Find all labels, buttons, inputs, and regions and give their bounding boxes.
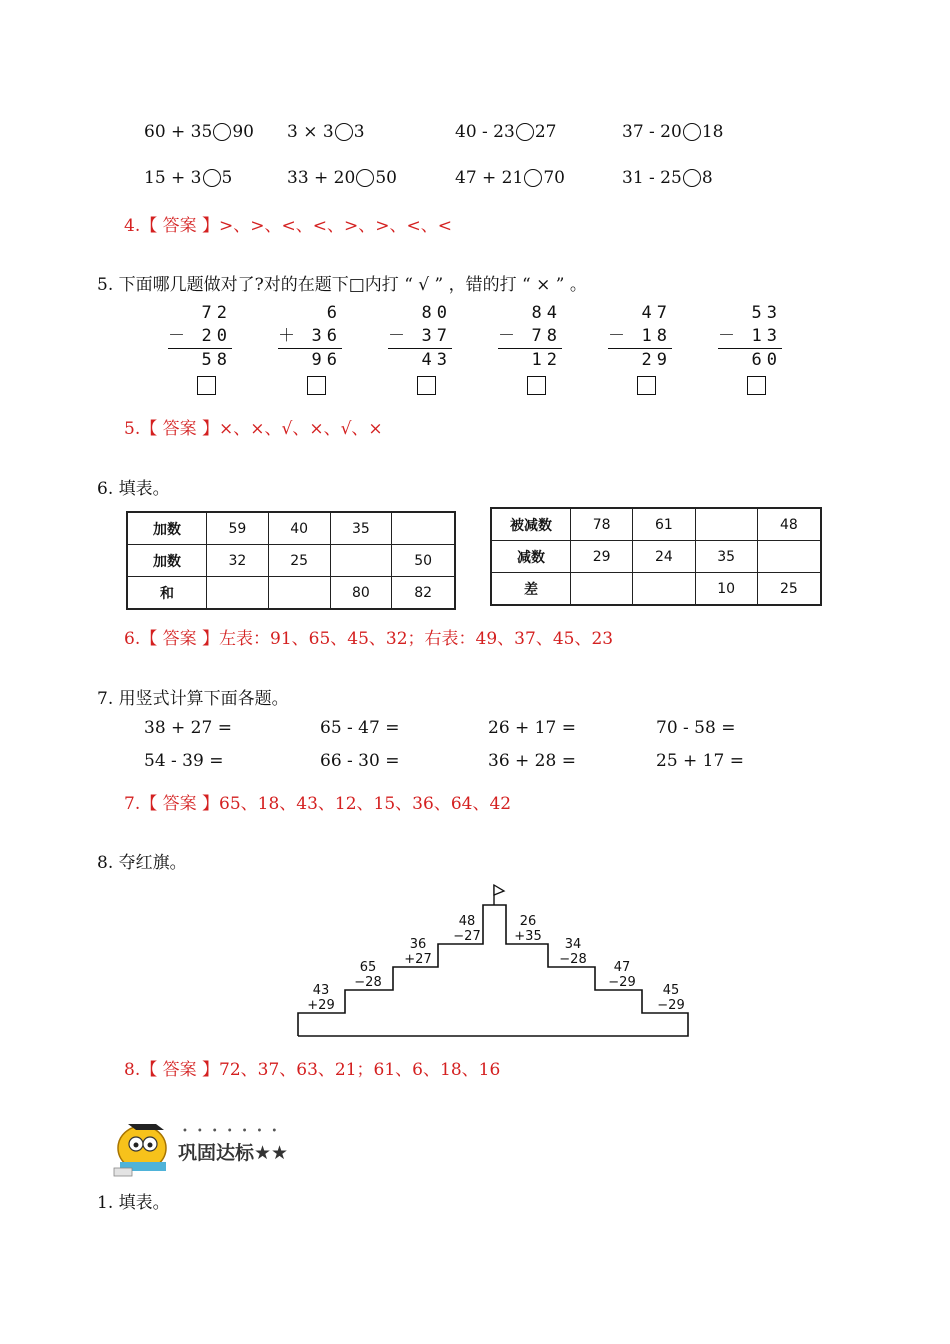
comparison-item xyxy=(622,168,713,188)
row-header: 加数 xyxy=(127,512,207,545)
comparison-left: 33 + 20 xyxy=(287,168,356,188)
operator: － xyxy=(718,326,740,346)
operand-bottom: 13 xyxy=(751,326,782,346)
table-cell[interactable] xyxy=(207,577,269,610)
comparison-left: 47 + 21 xyxy=(455,168,524,188)
expression: 26 + 17 = xyxy=(488,718,576,738)
comparison-item xyxy=(287,168,397,188)
answer-6: 6.【 答案 】左表：91、65、45、32；右表：49、37、45、23 xyxy=(124,629,614,649)
step-operation: −28 xyxy=(559,952,587,967)
step-operation: −29 xyxy=(608,975,636,990)
result: 12 xyxy=(531,350,562,370)
owl-mascot-icon xyxy=(110,1110,180,1180)
check-box[interactable] xyxy=(307,376,326,395)
question-7-title: 7. 用竖式计算下面各题。 xyxy=(97,689,289,709)
comparison-right: 27 xyxy=(534,122,557,142)
comparison-item xyxy=(455,122,556,142)
result: 29 xyxy=(641,350,672,370)
comparison-right: 8 xyxy=(701,168,713,188)
vertical-problem xyxy=(390,302,452,372)
answer-8: 8.【 答案 】72、37、63、21；61、6、18、16 xyxy=(124,1060,501,1080)
step-label xyxy=(654,983,688,1013)
step-label xyxy=(605,960,639,990)
step-label xyxy=(511,914,545,944)
step-label xyxy=(304,983,338,1013)
comparison-item xyxy=(287,122,365,142)
answer-circle[interactable] xyxy=(203,169,221,187)
table-cell: 78 xyxy=(571,508,633,541)
vertical-problem xyxy=(280,302,342,372)
row-header: 减数 xyxy=(491,541,571,573)
vertical-problem xyxy=(610,302,672,372)
step-number: 43 xyxy=(312,983,330,998)
table-cell: 82 xyxy=(392,577,455,610)
operator: － xyxy=(608,326,630,346)
table-cell[interactable] xyxy=(633,573,695,606)
comparison-left: 15 + 3 xyxy=(144,168,202,188)
result: 96 xyxy=(311,350,342,370)
step-operation: −28 xyxy=(354,975,382,990)
comparison-left: 37 - 20 xyxy=(622,122,682,142)
next-question-title: 1. 填表。 xyxy=(97,1193,170,1213)
table-cell[interactable] xyxy=(571,573,633,606)
check-box[interactable] xyxy=(197,376,216,395)
expression: 38 + 27 = xyxy=(144,718,232,738)
operand-top: 47 xyxy=(641,303,672,323)
comparison-right: 90 xyxy=(232,122,254,142)
step-number: 26 xyxy=(519,914,537,929)
vertical-problem xyxy=(500,302,562,372)
table-cell[interactable] xyxy=(392,512,455,545)
step-number: 34 xyxy=(564,937,582,952)
table-cell: 40 xyxy=(268,512,330,545)
operand-bottom: 37 xyxy=(421,326,452,346)
addition-table xyxy=(126,511,456,610)
dots-decoration: ••••••• xyxy=(182,1126,287,1137)
table-row xyxy=(491,573,821,606)
operand-bottom: 18 xyxy=(641,326,672,346)
result: 60 xyxy=(751,350,782,370)
operand-top: 72 xyxy=(201,303,232,323)
row-header: 被减数 xyxy=(491,508,571,541)
step-operation: +27 xyxy=(404,952,432,967)
vertical-problem xyxy=(720,302,782,372)
table-cell: 61 xyxy=(633,508,695,541)
comparison-right: 70 xyxy=(543,168,565,188)
expression: 70 - 58 = xyxy=(656,718,736,738)
comparison-item xyxy=(622,122,723,142)
answer-4: 4.【 答案 】>、>、<、<、>、>、<、< xyxy=(124,216,452,236)
answer-circle[interactable] xyxy=(683,123,701,141)
check-box[interactable] xyxy=(637,376,656,395)
question-6-title: 6. 填表。 xyxy=(97,479,170,499)
comparison-right: 50 xyxy=(375,168,397,188)
step-number: 36 xyxy=(409,937,427,952)
answer-circle[interactable] xyxy=(516,123,534,141)
answer-5: 5.【 答案 】×、×、√、×、√、× xyxy=(124,419,383,439)
step-label xyxy=(351,960,385,990)
row-header: 加数 xyxy=(127,545,207,577)
comparison-left: 40 - 23 xyxy=(455,122,515,142)
section-badge-label: 巩固达标★★ xyxy=(178,1142,289,1164)
table-cell: 25 xyxy=(268,545,330,577)
expression: 36 + 28 = xyxy=(488,751,576,771)
table-cell: 59 xyxy=(207,512,269,545)
table-cell: 35 xyxy=(695,541,757,573)
expression: 25 + 17 = xyxy=(656,751,744,771)
result: 58 xyxy=(201,350,232,370)
table-row xyxy=(491,541,821,573)
comparison-left: 3 × 3 xyxy=(287,122,334,142)
result: 43 xyxy=(421,350,452,370)
row-header: 差 xyxy=(491,573,571,606)
step-label xyxy=(401,937,435,967)
answer-circle[interactable] xyxy=(335,123,353,141)
check-box[interactable] xyxy=(747,376,766,395)
table-row xyxy=(491,508,821,541)
answer-7: 7.【 答案 】65、18、43、12、15、36、64、42 xyxy=(124,794,512,814)
expression: 54 - 39 = xyxy=(144,751,224,771)
operand-top: 53 xyxy=(751,303,782,323)
step-operation: +29 xyxy=(307,998,335,1013)
table-cell[interactable] xyxy=(757,541,821,573)
step-number: 47 xyxy=(613,960,631,975)
table-cell: 24 xyxy=(633,541,695,573)
table-cell: 80 xyxy=(330,577,392,610)
operand-bottom: 36 xyxy=(311,326,342,346)
table-cell: 29 xyxy=(571,541,633,573)
table-row xyxy=(127,512,455,545)
staircase-diagram xyxy=(290,878,700,1040)
comparison-right: 18 xyxy=(701,122,724,142)
operand-top: 84 xyxy=(531,303,562,323)
question-5-title: 5. 下面哪几题做对了?对的在题下□内打 “ √ ” ，错的打 “ × ” 。 xyxy=(97,275,587,295)
table-cell: 10 xyxy=(695,573,757,606)
step-operation: +35 xyxy=(514,929,542,944)
step-number: 65 xyxy=(359,960,377,975)
comparison-left: 60 + 35 xyxy=(144,122,213,142)
step-label xyxy=(556,937,590,967)
table-row xyxy=(127,545,455,577)
expression: 66 - 30 = xyxy=(320,751,400,771)
table-cell: 35 xyxy=(330,512,392,545)
operator: － xyxy=(498,326,520,346)
row-header: 和 xyxy=(127,577,207,610)
table-cell: 25 xyxy=(757,573,821,606)
table-cell[interactable] xyxy=(268,577,330,610)
operand-top: 6 xyxy=(326,303,342,323)
comparison-item xyxy=(144,168,232,188)
answer-circle[interactable] xyxy=(213,123,231,141)
operator: ＋ xyxy=(278,326,300,346)
step-operation: −27 xyxy=(453,929,481,944)
operand-top: 80 xyxy=(421,303,452,323)
table-cell[interactable] xyxy=(695,508,757,541)
step-number: 45 xyxy=(662,983,680,998)
answer-circle[interactable] xyxy=(683,169,701,187)
subtraction-table xyxy=(490,507,822,606)
table-cell[interactable] xyxy=(330,545,392,577)
answer-circle[interactable] xyxy=(524,169,542,187)
red-flag-icon xyxy=(494,885,504,895)
vertical-problem xyxy=(170,302,232,372)
step-operation: −29 xyxy=(657,998,685,1013)
answer-circle[interactable] xyxy=(356,169,374,187)
step-number: 48 xyxy=(458,914,476,929)
comparison-right: 5 xyxy=(221,168,233,188)
comparison-right: 3 xyxy=(353,122,365,142)
expression: 65 - 47 = xyxy=(320,718,400,738)
comparison-item xyxy=(455,168,565,188)
check-box[interactable] xyxy=(527,376,546,395)
comparison-item xyxy=(144,122,254,142)
table-cell: 50 xyxy=(392,545,455,577)
operand-bottom: 20 xyxy=(201,326,232,346)
operator: － xyxy=(168,326,190,346)
step-label xyxy=(450,914,484,944)
operator: － xyxy=(388,326,410,346)
check-box[interactable] xyxy=(417,376,436,395)
question-8-title: 8. 夺红旗。 xyxy=(97,853,187,873)
comparison-left: 31 - 25 xyxy=(622,168,682,188)
table-row xyxy=(127,577,455,610)
table-cell: 32 xyxy=(207,545,269,577)
table-cell: 48 xyxy=(757,508,821,541)
operand-bottom: 78 xyxy=(531,326,562,346)
